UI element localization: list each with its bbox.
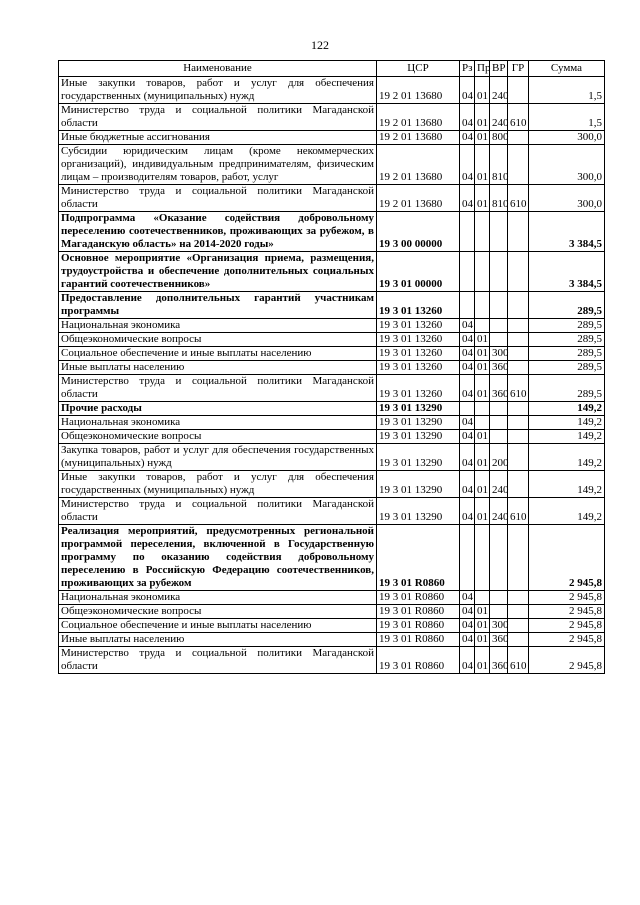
cell-rz: 04 — [460, 185, 475, 212]
cell-name: Прочие расходы — [59, 402, 377, 416]
cell-pr: 01 — [475, 471, 490, 498]
table-row — [59, 347, 605, 361]
cell-csr: 19 3 01 13260 — [377, 375, 460, 402]
table-row — [59, 185, 605, 212]
cell-vr: 360 — [490, 633, 508, 647]
cell-rz: 04 — [460, 131, 475, 145]
cell-pr — [475, 416, 490, 430]
cell-pr: 01 — [475, 498, 490, 525]
cell-csr: 19 2 01 13680 — [377, 104, 460, 131]
cell-sum: 149,2 — [529, 444, 605, 471]
cell-pr: 01 — [475, 185, 490, 212]
cell-rz: 04 — [460, 498, 475, 525]
cell-gr — [508, 212, 529, 252]
cell-csr: 19 2 01 13680 — [377, 145, 460, 185]
cell-gr: 610 — [508, 647, 529, 674]
cell-gr: 610 — [508, 375, 529, 402]
cell-sum: 300,0 — [529, 145, 605, 185]
header-gr: ГР — [508, 61, 529, 77]
cell-gr — [508, 471, 529, 498]
cell-name: Подпрограмма «Оказание содействия добровольному переселению соотечественников, проживающих за рубежом, в Магаданскую область» на 2014-2020 годы» — [59, 212, 377, 252]
table-row — [59, 361, 605, 375]
cell-name: Предоставление дополнительных гарантий участникам программы — [59, 292, 377, 319]
cell-name: Министерство труда и социальной политики Магаданской области — [59, 104, 377, 131]
cell-pr: 01 — [475, 361, 490, 375]
cell-pr — [475, 591, 490, 605]
cell-rz: 04 — [460, 647, 475, 674]
cell-csr: 19 2 01 13680 — [377, 185, 460, 212]
cell-rz — [460, 212, 475, 252]
cell-name: Общеэкономические вопросы — [59, 333, 377, 347]
cell-gr — [508, 430, 529, 444]
cell-sum: 1,5 — [529, 77, 605, 104]
cell-rz: 04 — [460, 591, 475, 605]
cell-pr — [475, 212, 490, 252]
table-row — [59, 525, 605, 591]
cell-pr: 01 — [475, 647, 490, 674]
cell-csr: 19 3 01 13260 — [377, 333, 460, 347]
cell-sum: 1,5 — [529, 104, 605, 131]
table-row — [59, 416, 605, 430]
cell-gr — [508, 77, 529, 104]
cell-rz — [460, 525, 475, 591]
cell-csr: 19 2 01 13680 — [377, 77, 460, 104]
cell-name: Реализация мероприятий, предусмотренных региональной программой переселения, включенной в Государственную программу по оказанию содействия добровольному переселению в Российскую Федерацию соотечественников, проживающих за рубежом — [59, 525, 377, 591]
cell-csr: 19 3 01 13260 — [377, 319, 460, 333]
cell-vr: 360 — [490, 375, 508, 402]
cell-name: Социальное обеспечение и иные выплаты населению — [59, 619, 377, 633]
cell-gr: 610 — [508, 185, 529, 212]
cell-name: Иные выплаты населению — [59, 361, 377, 375]
cell-vr: 240 — [490, 104, 508, 131]
cell-rz: 04 — [460, 347, 475, 361]
table-row — [59, 77, 605, 104]
cell-vr: 800 — [490, 131, 508, 145]
cell-vr — [490, 402, 508, 416]
cell-name: Министерство труда и социальной политики Магаданской области — [59, 375, 377, 402]
cell-vr: 240 — [490, 77, 508, 104]
table-row — [59, 471, 605, 498]
cell-vr: 240 — [490, 498, 508, 525]
cell-gr — [508, 402, 529, 416]
cell-rz: 04 — [460, 104, 475, 131]
cell-gr — [508, 605, 529, 619]
table-row — [59, 292, 605, 319]
cell-vr — [490, 319, 508, 333]
cell-csr: 19 3 01 00000 — [377, 252, 460, 292]
cell-pr: 01 — [475, 375, 490, 402]
cell-rz: 04 — [460, 619, 475, 633]
table-row — [59, 605, 605, 619]
cell-pr: 01 — [475, 444, 490, 471]
cell-gr — [508, 131, 529, 145]
cell-gr — [508, 319, 529, 333]
cell-pr: 01 — [475, 104, 490, 131]
table-row — [59, 104, 605, 131]
cell-gr — [508, 633, 529, 647]
cell-name: Национальная экономика — [59, 416, 377, 430]
cell-gr — [508, 619, 529, 633]
cell-name: Иные закупки товаров, работ и услуг для обеспечения государственных (муниципальных) нужд — [59, 471, 377, 498]
cell-sum: 289,5 — [529, 361, 605, 375]
budget-table — [58, 60, 605, 674]
table-row — [59, 375, 605, 402]
cell-vr: 360 — [490, 647, 508, 674]
cell-rz — [460, 402, 475, 416]
header-csr: ЦСР — [377, 61, 460, 77]
cell-sum: 3 384,5 — [529, 252, 605, 292]
cell-vr: 810 — [490, 185, 508, 212]
cell-csr: 19 3 01 13260 — [377, 292, 460, 319]
table-row — [59, 131, 605, 145]
cell-csr: 19 3 01 R0860 — [377, 619, 460, 633]
cell-pr: 01 — [475, 333, 490, 347]
cell-sum: 149,2 — [529, 430, 605, 444]
table-row — [59, 633, 605, 647]
cell-name: Общеэкономические вопросы — [59, 430, 377, 444]
cell-pr: 01 — [475, 619, 490, 633]
page-number: 122 — [311, 38, 329, 52]
cell-sum: 149,2 — [529, 498, 605, 525]
table-row — [59, 212, 605, 252]
cell-gr — [508, 416, 529, 430]
cell-gr — [508, 252, 529, 292]
table-row — [59, 619, 605, 633]
cell-pr: 01 — [475, 605, 490, 619]
cell-gr — [508, 292, 529, 319]
cell-name: Закупка товаров, работ и услуг для обеспечения государственных (муниципальных) нужд — [59, 444, 377, 471]
cell-pr — [475, 292, 490, 319]
cell-pr — [475, 402, 490, 416]
cell-vr — [490, 430, 508, 444]
cell-name: Министерство труда и социальной политики Магаданской области — [59, 498, 377, 525]
cell-csr: 19 3 01 R0860 — [377, 633, 460, 647]
cell-pr — [475, 319, 490, 333]
cell-rz: 04 — [460, 605, 475, 619]
cell-gr: 610 — [508, 498, 529, 525]
cell-pr: 01 — [475, 347, 490, 361]
cell-csr: 19 2 01 13680 — [377, 131, 460, 145]
cell-vr — [490, 212, 508, 252]
cell-pr — [475, 252, 490, 292]
cell-rz: 04 — [460, 319, 475, 333]
cell-csr: 19 3 01 13290 — [377, 498, 460, 525]
header-sum: Сумма — [529, 61, 605, 77]
cell-rz: 04 — [460, 416, 475, 430]
cell-csr: 19 3 01 13290 — [377, 471, 460, 498]
cell-vr: 300 — [490, 347, 508, 361]
table-row — [59, 252, 605, 292]
cell-vr — [490, 591, 508, 605]
cell-name: Министерство труда и социальной политики Магаданской области — [59, 185, 377, 212]
cell-vr: 300 — [490, 619, 508, 633]
cell-gr — [508, 444, 529, 471]
cell-vr: 810 — [490, 145, 508, 185]
cell-csr: 19 3 01 R0860 — [377, 525, 460, 591]
cell-sum: 2 945,8 — [529, 605, 605, 619]
cell-rz: 04 — [460, 444, 475, 471]
cell-csr: 19 3 01 R0860 — [377, 647, 460, 674]
cell-sum: 300,0 — [529, 185, 605, 212]
cell-gr — [508, 361, 529, 375]
cell-csr: 19 3 01 R0860 — [377, 605, 460, 619]
cell-sum: 289,5 — [529, 292, 605, 319]
cell-rz — [460, 292, 475, 319]
cell-rz: 04 — [460, 361, 475, 375]
cell-sum: 300,0 — [529, 131, 605, 145]
cell-pr — [475, 525, 490, 591]
table-row — [59, 591, 605, 605]
cell-name: Иные выплаты населению — [59, 633, 377, 647]
cell-rz: 04 — [460, 430, 475, 444]
header-rz: Рз — [460, 61, 475, 77]
cell-sum: 289,5 — [529, 319, 605, 333]
cell-rz: 04 — [460, 145, 475, 185]
table-row — [59, 145, 605, 185]
table-body — [59, 77, 605, 674]
cell-rz: 04 — [460, 375, 475, 402]
cell-csr: 19 3 00 00000 — [377, 212, 460, 252]
cell-pr: 01 — [475, 430, 490, 444]
cell-name: Общеэкономические вопросы — [59, 605, 377, 619]
cell-vr — [490, 525, 508, 591]
header-name: Наименование — [59, 61, 377, 77]
cell-gr — [508, 347, 529, 361]
cell-sum: 2 945,8 — [529, 525, 605, 591]
header-pr: Пр — [475, 61, 490, 77]
cell-vr — [490, 292, 508, 319]
cell-sum: 149,2 — [529, 471, 605, 498]
cell-vr — [490, 605, 508, 619]
cell-rz: 04 — [460, 633, 475, 647]
cell-name: Министерство труда и социальной политики Магаданской области — [59, 647, 377, 674]
cell-rz: 04 — [460, 77, 475, 104]
table-row — [59, 647, 605, 674]
cell-sum: 289,5 — [529, 347, 605, 361]
cell-name: Субсидии юридическим лицам (кроме некоммерческих организаций), индивидуальным предпринимателям, физическим лицам – производителям товаров, работ, услуг — [59, 145, 377, 185]
cell-csr: 19 3 01 13290 — [377, 444, 460, 471]
cell-pr: 01 — [475, 145, 490, 185]
cell-vr — [490, 252, 508, 292]
cell-gr: 610 — [508, 104, 529, 131]
cell-gr — [508, 333, 529, 347]
cell-gr — [508, 145, 529, 185]
cell-sum: 2 945,8 — [529, 647, 605, 674]
cell-vr: 200 — [490, 444, 508, 471]
cell-sum: 2 945,8 — [529, 619, 605, 633]
cell-pr: 01 — [475, 633, 490, 647]
table-header-row — [59, 61, 605, 77]
cell-vr: 240 — [490, 471, 508, 498]
table-row — [59, 333, 605, 347]
cell-rz: 04 — [460, 471, 475, 498]
cell-sum: 149,2 — [529, 402, 605, 416]
header-vr: ВР — [490, 61, 508, 77]
cell-sum: 2 945,8 — [529, 591, 605, 605]
cell-vr — [490, 333, 508, 347]
cell-vr — [490, 416, 508, 430]
cell-csr: 19 3 01 13290 — [377, 416, 460, 430]
cell-csr: 19 3 01 13290 — [377, 402, 460, 416]
cell-csr: 19 3 01 13260 — [377, 347, 460, 361]
cell-gr — [508, 591, 529, 605]
cell-csr: 19 3 01 13290 — [377, 430, 460, 444]
table-row — [59, 498, 605, 525]
cell-pr: 01 — [475, 77, 490, 104]
cell-sum: 3 384,5 — [529, 212, 605, 252]
table-row — [59, 444, 605, 471]
cell-sum: 289,5 — [529, 375, 605, 402]
cell-name: Социальное обеспечение и иные выплаты населению — [59, 347, 377, 361]
cell-vr: 360 — [490, 361, 508, 375]
cell-gr — [508, 525, 529, 591]
cell-rz — [460, 252, 475, 292]
cell-sum: 149,2 — [529, 416, 605, 430]
table-row — [59, 430, 605, 444]
table-row — [59, 319, 605, 333]
table-row — [59, 402, 605, 416]
cell-rz: 04 — [460, 333, 475, 347]
cell-name: Основное мероприятие «Организация приема, размещения, трудоустройства и обеспечение дополнительных социальных гарантий соотечественников» — [59, 252, 377, 292]
cell-pr: 01 — [475, 131, 490, 145]
cell-name: Национальная экономика — [59, 319, 377, 333]
cell-csr: 19 3 01 13260 — [377, 361, 460, 375]
cell-sum: 289,5 — [529, 333, 605, 347]
cell-name: Иные бюджетные ассигнования — [59, 131, 377, 145]
cell-csr: 19 3 01 R0860 — [377, 591, 460, 605]
cell-name: Иные закупки товаров, работ и услуг для обеспечения государственных (муниципальных) нужд — [59, 77, 377, 104]
cell-sum: 2 945,8 — [529, 633, 605, 647]
cell-name: Национальная экономика — [59, 591, 377, 605]
